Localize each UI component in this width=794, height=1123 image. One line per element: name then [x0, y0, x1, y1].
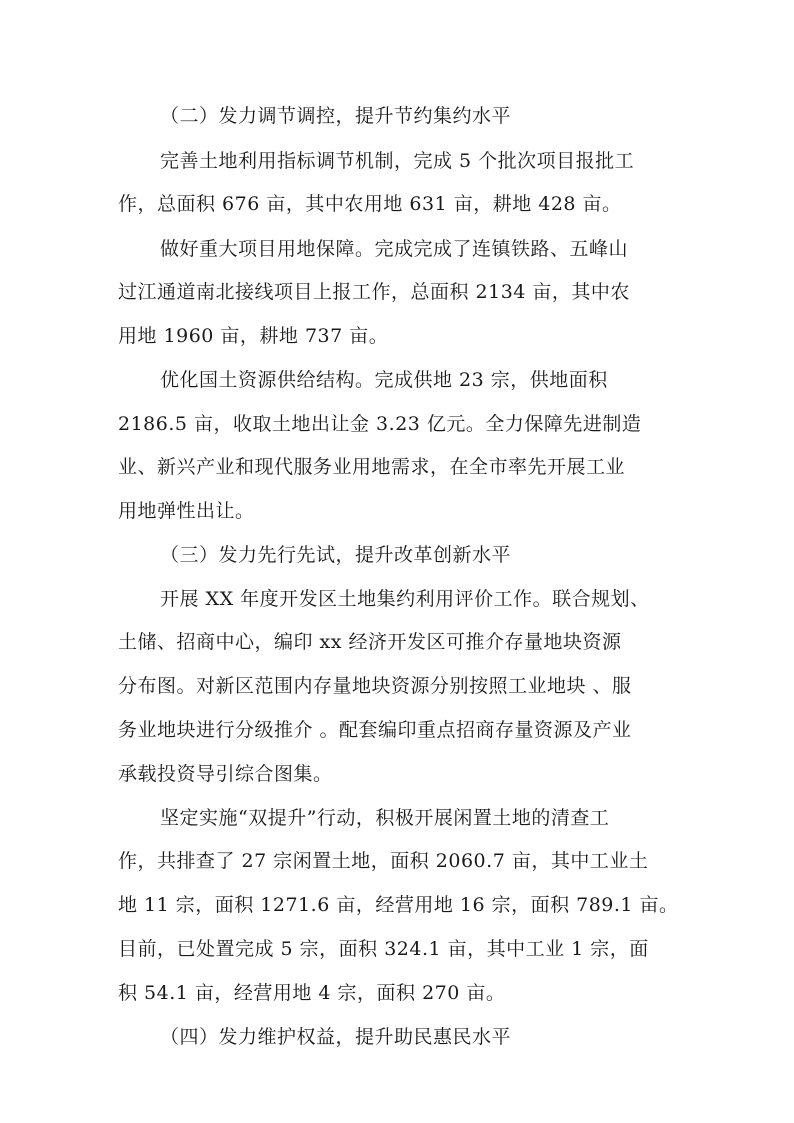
paragraph-line: 分布图。对新区范围内存量地块资源分别按照工业地块 、服: [118, 675, 632, 697]
section-heading-2: （二）发力调节调控，提升节约集约水平: [160, 105, 512, 127]
paragraph-line: 地 11 宗，面积 1271.6 亩，经营用地 16 宗，面积 789.1 亩。: [118, 894, 679, 916]
paragraph-line: 用地弹性出让。: [118, 500, 255, 522]
paragraph-line: 业、新兴产业和现代服务业用地需求，在全市率先开展工业: [118, 456, 626, 478]
paragraph-line: 2186.5 亩，收取土地出让金 3.23 亿元。全力保障先进制造: [118, 413, 642, 435]
paragraph-line: 目前，已处置完成 5 宗，面积 324.1 亩，其中工业 1 宗，面: [118, 938, 649, 960]
paragraph-line: 作，总面积 676 亩，其中农用地 631 亩，耕地 428 亩。: [118, 193, 622, 215]
paragraph-line: 务业地块进行分级推介 。配套编印重点招商存量资源及产业: [118, 719, 632, 741]
paragraph-line: 作，共排查了 27 宗闲置土地，面积 2060.7 亩，其中工业土: [118, 850, 649, 872]
paragraph-line: 做好重大项目用地保障。完成完成了连镇铁路、五峰山: [160, 238, 629, 260]
paragraph-line: 坚定实施“双提升”行动，积极开展闲置土地的清查工: [160, 807, 610, 829]
paragraph-line: 完善土地利用指标调节机制，完成 5 个批次项目报批工: [160, 150, 635, 172]
section-heading-3: （三）发力先行先试，提升改革创新水平: [160, 544, 512, 566]
section-heading-4: （四）发力维护权益，提升助民惠民水平: [160, 1026, 512, 1048]
paragraph-line: 土储、招商中心，编印 xx 经济开发区可推介存量地块资源: [118, 631, 622, 653]
paragraph-line: 用地 1960 亩，耕地 737 亩。: [118, 325, 389, 347]
paragraph-line: 承载投资导引综合图集。: [118, 763, 333, 785]
paragraph-line: 积 54.1 亩，经营用地 4 宗，面积 270 亩。: [118, 982, 506, 1004]
paragraph-line: 优化国土资源供给结构。完成供地 23 宗，供地面积: [160, 369, 608, 391]
paragraph-line: 开展 XX 年度开发区土地集约利用评价工作。联合规划、: [160, 588, 650, 610]
paragraph-line: 过江通道南北接线项目上报工作，总面积 2134 亩，其中农: [118, 281, 630, 303]
